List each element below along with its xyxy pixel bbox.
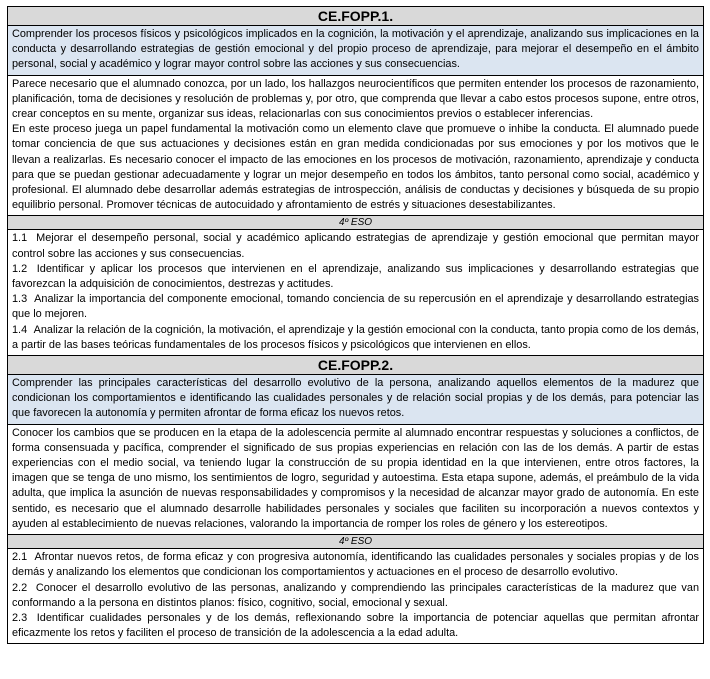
criterion-number: 1.4: [12, 323, 28, 336]
description-paragraph: Parece necesario que el alumnado conozca, por un lado, los hallazgos neurocientíficos que permiten entender los procesos de razonamiento, planificación, toma de decisiones y resolución de problemas y, por otro, que comprenda que llevar a cabo estos procesos supone, entre otros, crear conceptos en su mente, organizar sus ideas, relacionarlas con sus conocimientos previos o establecer inferencias.: [12, 77, 699, 121]
competence-statement: Comprender las principales características del desarrollo evolutivo de la persona, analizando aquellos elementos de la madurez que condicionan los comportamientos e identificando las cualidades personales y de relación social propias y de los demás, para potenciar las que favorecen la autonomía y permiten afrontar de forma eficaz los nuevos retos.: [8, 374, 703, 424]
criterion-item: [12, 550, 699, 580]
criterion-item: [12, 581, 699, 611]
course-level-label: 4º ESO: [8, 215, 703, 229]
evaluation-criteria-list: [8, 229, 703, 355]
competences-table: [7, 6, 704, 644]
course-level-label: 4º ESO: [8, 534, 703, 548]
description-paragraph: En este proceso juega un papel fundamental la motivación como un elemento clave que promueve o inhibe la conducta. El alumnado puede tomar conciencia de que sus actuaciones y decisiones están en gran medida condicionadas por sus emociones y por los motivos que le llevan a realizarlas. Es necesario conocer el impacto de las emociones en los procesos de motivación, razonamiento, aprendizaje y conducta para que se puedan gestionar adecuadamente y lograr un mejor desempeño en todos los ámbitos, tanto personal como social, académico y profesional. El alumnado debe desarrollar además estrategias de introspección, análisis de conductas y decisiones y búsqueda de su propio equilibrio personal. Promover técnicas de autocuidado y afrontamiento de estrés y situaciones desestabilizantes.: [12, 123, 699, 212]
criterion-item: [12, 611, 699, 641]
criterion-item: [12, 231, 699, 261]
criterion-number: 2.2: [12, 581, 28, 594]
criterion-number: 1.2: [12, 262, 28, 275]
criterion-text: Afrontar nuevos retos, de forma eficaz y con progresiva autonomía, identificando las cualidades personales y sociales propias y de los demás y analizando los elementos que condicionan los comportamientos y actuaciones en el proceso de desarrollo evolutivo.: [12, 551, 699, 579]
criterion-text: Mejorar el desempeño personal, social y académico aplicando estrategias de aprendizaje y gestión emocional que permitan mayor control sobre las acciones y sus consecuencias.: [12, 232, 699, 260]
competence-code-heading: CE.FOPP.2.: [8, 355, 703, 374]
criterion-text: Conocer el desarrollo evolutivo de las personas, analizando y comprendiendo las principales características de la madurez que van conformando a la persona en distintos planos: físico, cognitivo, social, emocional y sexual.: [12, 581, 699, 609]
description-paragraph: Conocer los cambios que se producen en la etapa de la adolescencia permite al alumnado encontrar respuestas y soluciones a conflictos, de forma consensuada y pacífica, comprender el significado de sus propias experiencias en relación con las de los demás. A partir de estas experiencias con el medio social, va teniendo lugar la construcción de su propia identidad en la que intervienen, entre otros factores, la imagen que se tenga de uno mismo, los sentimientos de logro, seguridad y autoestima. Esta etapa supone, además, el preámbulo de la vida adulta, que implica la asunción de nuevas responsabilidades y compromisos y la necesidad de alcanzar mayor grado de autonomía. En este sentido, es necesario que el alumnado desarrolle habilidades personales y sociales que faciliten su incorporación a nuevos contextos y ayuden al establecimiento de nuevas relaciones, valorando la importancia de romper los roles de género y los estereotipos.: [12, 426, 699, 530]
criterion-number: 1.1: [12, 232, 28, 245]
criterion-text: Analizar la importancia del componente emocional, tomando conciencia de su repercusión en el aprendizaje y desarrollando estrategias que lo mejoren.: [12, 293, 699, 321]
evaluation-criteria-list: [8, 548, 703, 643]
criterion-item: [12, 262, 699, 292]
competence-description: [8, 424, 703, 534]
criterion-number: 2.3: [12, 611, 28, 624]
competence-description: [8, 75, 703, 216]
competence-code-heading: CE.FOPP.1.: [8, 7, 703, 25]
criterion-text: Identificar cualidades personales y de los demás, reflexionando sobre la importancia de potenciar aquellas que permitan afrontar eficazmente los retos y faciliten el proceso de transición de la adolescencia a la edad adulta.: [12, 611, 700, 640]
criterion-item: [12, 323, 699, 353]
criterion-number: 2.1: [12, 551, 28, 564]
criterion-text: Analizar la relación de la cognición, la motivación, el aprendizaje y la gestión emocional con la conducta, tanto propia como de los demás, a partir de las bases teóricas fundamentales de los procesos físicos y psicológicos que intervienen en ellos.: [12, 323, 699, 351]
competence-statement: Comprender los procesos físicos y psicológicos implicados en la cognición, la motivación y el aprendizaje, analizando sus implicaciones en la conducta y desarrollando estrategias de gestión emocional y del propio proceso de aprendizaje, para mejorar el desempeño en el ámbito personal, social y académico y lograr mayor control sobre las acciones y sus consecuencias.: [8, 25, 703, 75]
criterion-text: Identificar y aplicar los procesos que intervienen en el aprendizaje, analizando sus implicaciones y desarrollando estrategias que favorezcan la adquisición de conocimientos, destrezas y actitudes.: [12, 262, 699, 291]
criterion-number: 1.3: [12, 293, 28, 306]
criterion-item: [12, 292, 699, 322]
